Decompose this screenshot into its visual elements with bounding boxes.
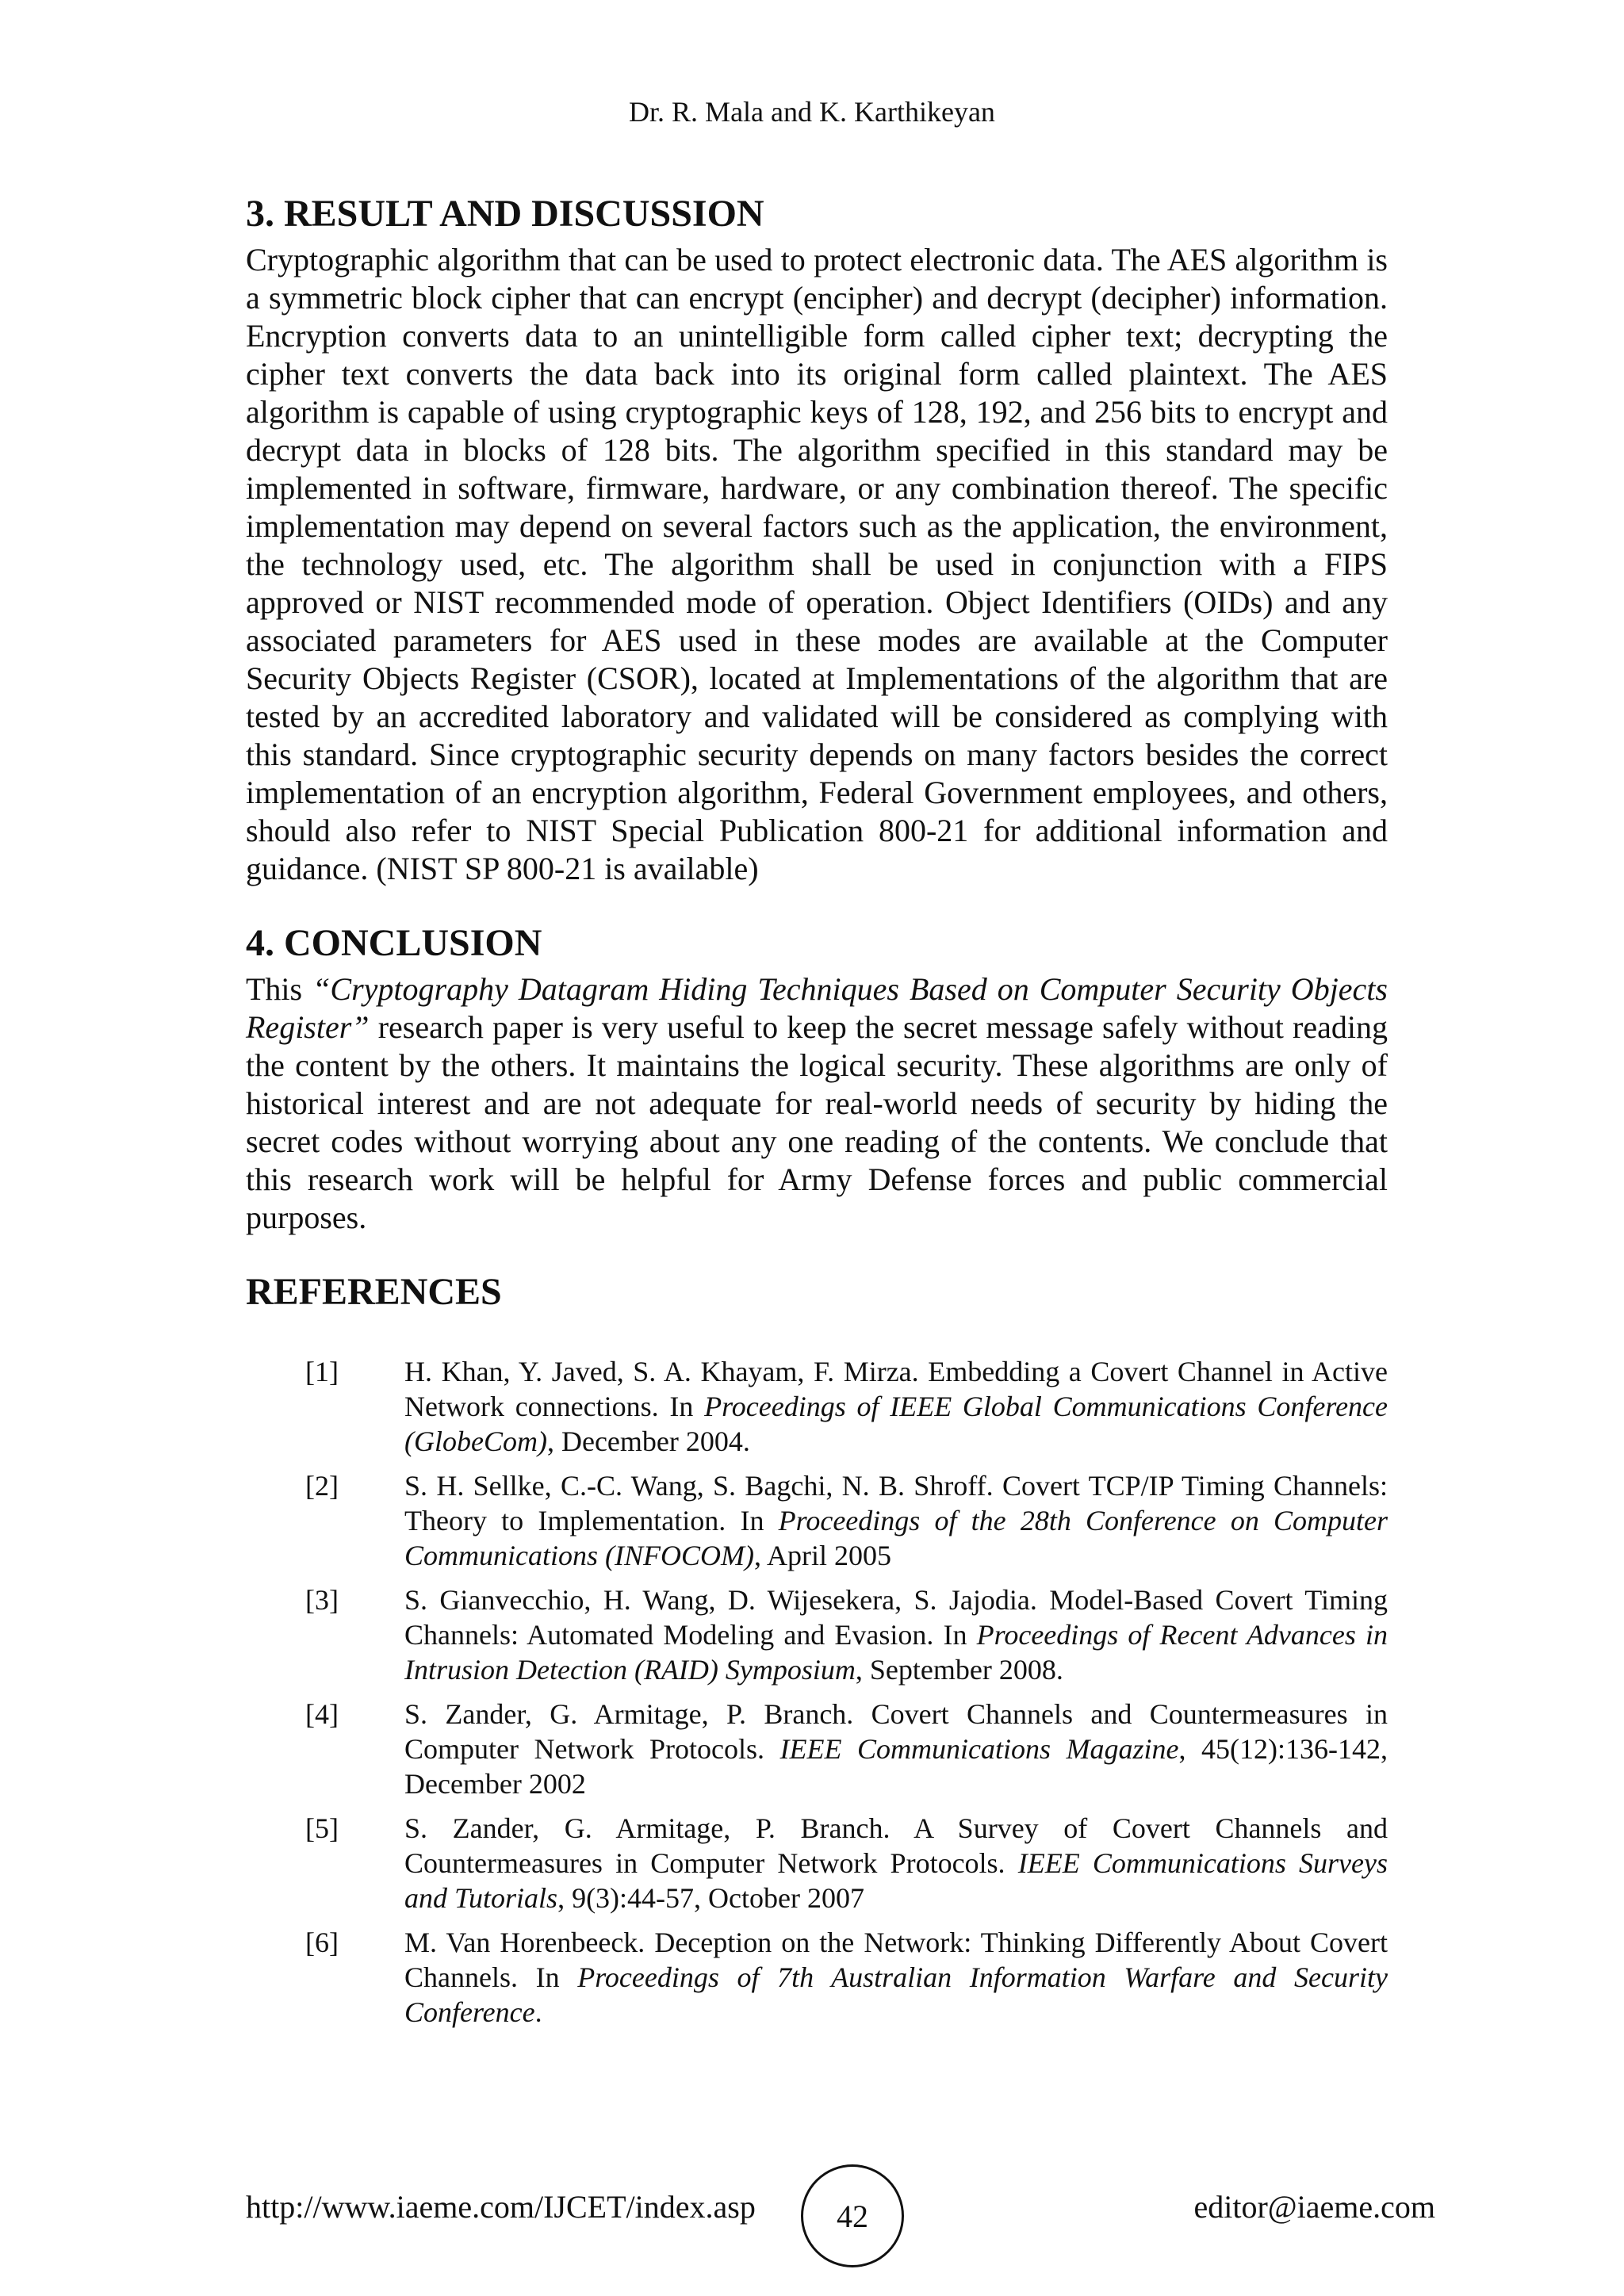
reference-venue: IEEE Communications Magazine [779,1733,1179,1765]
section-heading: 3. RESULT AND DISCUSSION [246,193,764,235]
reference-text: M. Van Horenbeeck. Deception on the Network: Thinking Differently About Covert Channels. In Proceedings of 7th Australian Information Warfare and Security Conference. [404,1927,1388,2028]
journal-url-link[interactable]: http://www.iaeme.com/IJCET/index.asp [246,2189,756,2225]
reference-number: [1] [305,1356,339,1387]
reference-number: [6] [305,1927,339,1958]
reference-venue: Proceedings of 7th Australian Information Warfare and Security Conference [404,1961,1388,2028]
reference-item [246,1697,1388,1801]
reference-venue: Proceedings of IEEE Global Communications Conference (GlobeCom) [404,1391,1388,1457]
reference-text: S. Zander, G. Armitage, P. Branch. A Survey of Covert Channels and Countermeasures in Computer Network Protocols. IEEE Communications Surveys and Tutorials, 9(3):44-57, October 2007 [404,1812,1388,1914]
reference-number: [4] [305,1698,339,1730]
running-head: Dr. R. Mala and K. Karthikeyan [629,96,995,128]
reference-text: S. Gianvecchio, H. Wang, D. Wijesekera, S. Jajodia. Model-Based Covert Timing Channels: Automated Modeling and Evasion. In Proceedings of Recent Advances in Intrusion Detection (RAID) Symposium, September 2008. [404,1584,1388,1686]
reference-item [246,1468,1388,1573]
reference-text: S. Zander, G. Armitage, P. Branch. Covert Channels and Countermeasures in Computer Network Protocols. IEEE Communications Magazine, 45(12):136-142, December 2002 [404,1698,1388,1800]
body-paragraph: Cryptographic algorithm that can be used to protect electronic data. The AES algorithm is a symmetric block cipher that can encrypt (encipher) and decrypt (decipher) information. Encryption converts data to an unintelligible form called cipher text; decrypting the cipher text converts the data back into its original form called plaintext. The AES algorithm is capable of using cryptographic keys of 128, 192, and 256 bits to encrypt and decrypt data in blocks of 128 bits. The algorithm specified in this standard may be implemented in software, firmware, hardware, or any combination thereof. The specific implementation may depend on several factors such as the application, the environment, the technology used, etc. The algorithm shall be used in conjunction with a FIPS approved or NIST recommended mode of operation. Object Identifiers (OIDs) and any associated parameters for AES used in these modes are available at the Computer Security Objects Register (CSOR), located at Implementations of the algorithm that are tested by an accredited laboratory and validated will be considered as complying with this standard. Since cryptographic security depends on many factors besides the correct implementation of an encryption algorithm, Federal Government employees, and others, should also refer to NIST Special Publication 800-21 for additional information and guidance. (NIST SP 800-21 is available) [246,242,1388,886]
conclusion-body: research paper is very useful to keep the secret message safely without reading the content by the others. It maintains the logical security. These algorithms are only of historical interest and are not adequate for real-world needs of security by hiding the secret codes without worrying about any one reading of the contents. We conclude that this research work will be helpful for Army Defense forces and public commercial purposes. [246,1009,1388,1235]
conclusion-lead: This [246,971,303,1007]
editor-email-link[interactable]: editor@iaeme.com [1193,2189,1435,2225]
section-conclusion [246,920,1388,1237]
reference-item [246,1811,1388,1915]
page-number-badge [801,2164,904,2267]
paper-title: “Cryptography Datagram Hiding Techniques Based on Computer Security Objects Register” [246,971,1388,1045]
reference-item [246,1925,1388,2030]
reference-item [246,1354,1388,1459]
reference-venue: IEEE Communications Surveys and Tutorials [404,1847,1388,1914]
body-paragraph [246,970,1388,1237]
page-number: 42 [837,2198,868,2234]
section-references [246,1269,1388,2030]
page-footer [246,2164,1435,2252]
reference-venue: Proceedings of the 28th Conference on Computer Communications (INFOCOM) [404,1505,1388,1571]
section-heading: REFERENCES [246,1271,502,1313]
reference-number: [2] [305,1470,339,1502]
section-result-discussion [246,190,1388,888]
reference-text: S. H. Sellke, C.-C. Wang, S. Bagchi, N. B. Shroff. Covert TCP/IP Timing Channels: Theory to Implementation. In Proceedings of the 28th Conference on Computer Communications (INFOCOM), April 2005 [404,1470,1388,1571]
reference-list [246,1354,1388,2030]
reference-number: [5] [305,1812,339,1844]
reference-text: H. Khan, Y. Javed, S. A. Khayam, F. Mirza. Embedding a Covert Channel in Active Network connections. In Proceedings of IEEE Global Communications Conference (GlobeCom), December 2004. [404,1356,1388,1457]
main-content [246,190,1388,2039]
section-heading: 4. CONCLUSION [246,922,542,964]
reference-venue: Proceedings of Recent Advances in Intrusion Detection (RAID) Symposium [404,1619,1388,1686]
reference-item [246,1582,1388,1687]
reference-number: [3] [305,1584,339,1616]
